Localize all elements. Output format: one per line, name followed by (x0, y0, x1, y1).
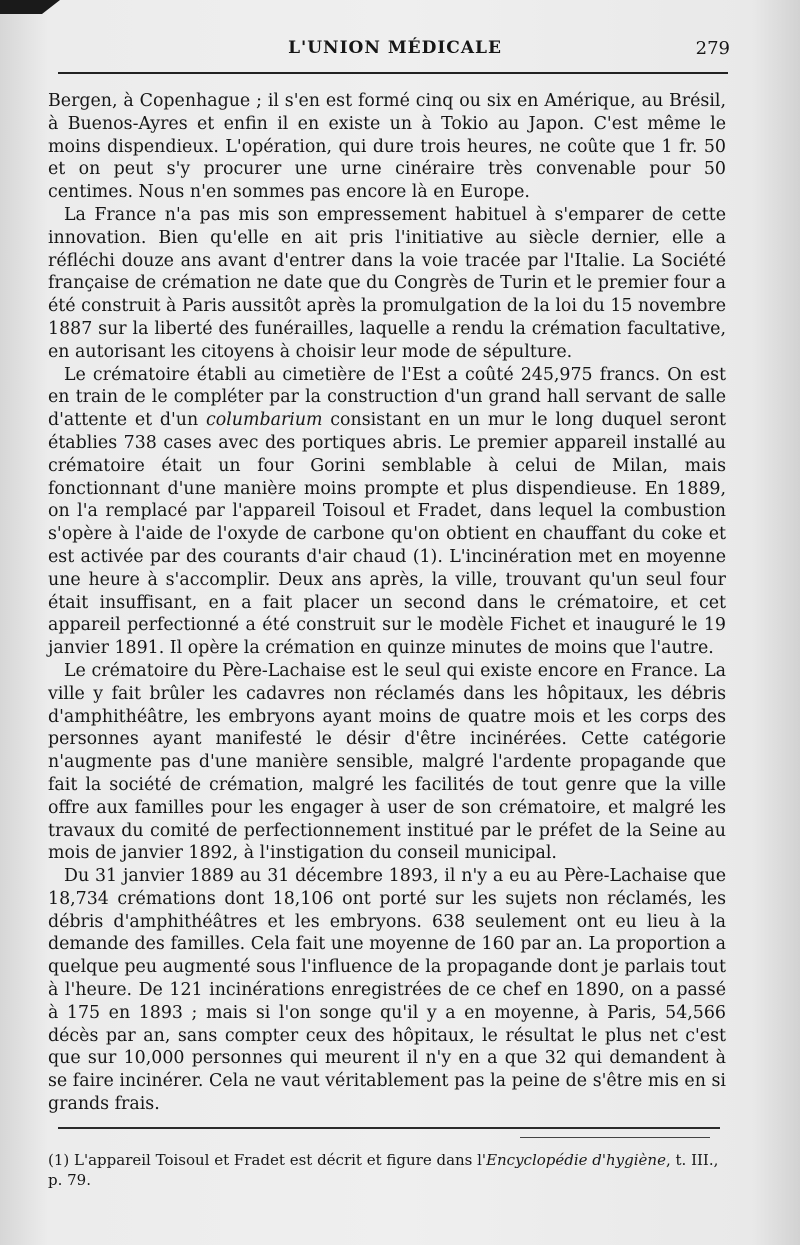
header-rule (58, 72, 728, 74)
paragraph-text: Le crématoire établi au cimetière de l'Est a coûté 245,975 francs. On est en train de le compléter par la construction d'un grand hall servant de salle d'attente et d'un (48, 364, 726, 431)
page-number: 279 (695, 38, 730, 59)
paragraph: Du 31 janvier 1889 au 31 décembre 1893, il n'y a eu au Père-Lachaise que 18,734 crémations dont 18,106 ont porté sur les sujets non réclamés, les débris d'amphithéâtres et les embryons. 638 seulement ont eu lieu à la demande des familles. Cela fait une moyenne de 160 par an. La proportion a quelque peu augmenté sous l'influence de la propagande dont je parlais tout à l'heure. De 121 incinérations enregistrées de ce chef en 1890, on a passé à 175 en 1893 ; mais si l'on songe qu'il y a en moyenne, à Paris, 54,566 décès par an, sans compter ceux des hôpitaux, le résultat le plus net c'est que sur 10,000 personnes qui meurent il n'y en a que 32 qui demandent à se faire incinérer. Cela ne vaut véritablement pas la peine de s'être mis en si grands frais. (48, 866, 726, 1115)
footnote-rule (58, 1127, 720, 1129)
footnote-text: , t. III., p. 79. (48, 1151, 719, 1189)
italic-term: columbarium (205, 410, 323, 431)
footnote-italic: Encyclopédie d'hygiène (486, 1151, 666, 1169)
paragraph: La France n'a pas mis son empressement habituel à s'emparer de cette innovation. Bien qu'elle en ait pris l'initiative au siècle dernier, elle a réfléchi douze ans avant d'entrer dans la voie tracée par l'Italie. La Société française de crémation ne date que du Congrès de Turin et le premier four a été construit à Paris aussitôt après la promulgation de la loi du 15 novembre 1887 sur la liberté des funérailles, laquelle a rendu la crémation facultative, en autorisant les citoyens à choisir leur mode de sépulture. (48, 204, 726, 362)
article-body (48, 90, 726, 1116)
running-header (60, 34, 730, 70)
paragraph: Bergen, à Copenhague ; il s'en est formé cinq ou six en Amérique, au Brésil, à Buenos-Ayres et enfin il en existe un à Tokio au Japon. C'est même le moins dispendieux. L'opération, qui dure trois heures, ne coûte que 1 fr. 50 et on peut s'y procurer une urne cinéraire très convenable pour 50 centimes. Nous n'en sommes pas encore là en Europe. (48, 91, 726, 203)
scan-corner-mark (0, 0, 60, 14)
footnote-rule-short (520, 1137, 710, 1138)
paragraph (48, 364, 726, 660)
running-title: L'UNION MÉDICALE (288, 38, 502, 58)
footnote (48, 1150, 728, 1190)
footnote-text: (1) L'appareil Toisoul et Fradet est décrit et figure dans l' (48, 1151, 487, 1169)
paragraph: Le crématoire du Père-Lachaise est le seul qui existe encore en France. La ville y fait brûler les cadavres non réclamés dans les hôpitaux, les débris d'amphithéâtre, les embryons ayant moins de quatre mois et les corps des personnes ayant manifesté le désir d'être incinérées. Cette catégorie n'augmente pas d'une manière sensible, malgré l'ardente propagande que fait la société de crémation, malgré les facilités de tout genre que la ville offre aux familles pour les engager à user de son crématoire, et malgré les travaux du comité de perfectionnement institué par le préfet de la Seine au mois de janvier 1892, à l'instigation du conseil municipal. (48, 660, 726, 864)
paragraph-text: consistant en un mur le long duquel seront établies 738 cases avec des portiques abris. Le premier appareil installé au crématoire était un four Gorini semblable à celui de Milan, mais fonctionnant d'une manière moins prompte et plus dispendieuse. En 1889, on l'a remplacé par l'appareil Toisoul et Fradet, dans lequel la combustion s'opère à l'aide de l'oxyde de carbone qu'on obtient en chauffant du coke et est activée par des courants d'air chaud (1). L'incinération met en moyenne une heure à s'accomplir. Deux ans après, la ville, trouvant qu'un seul four était insuffisant, en a fait placer un second dans le crématoire, et cet appareil perfectionné a été construit sur le modèle Fichet et inauguré le 19 janvier 1891. Il opère la crémation en quinze minutes de moins que l'autre. (48, 410, 726, 659)
